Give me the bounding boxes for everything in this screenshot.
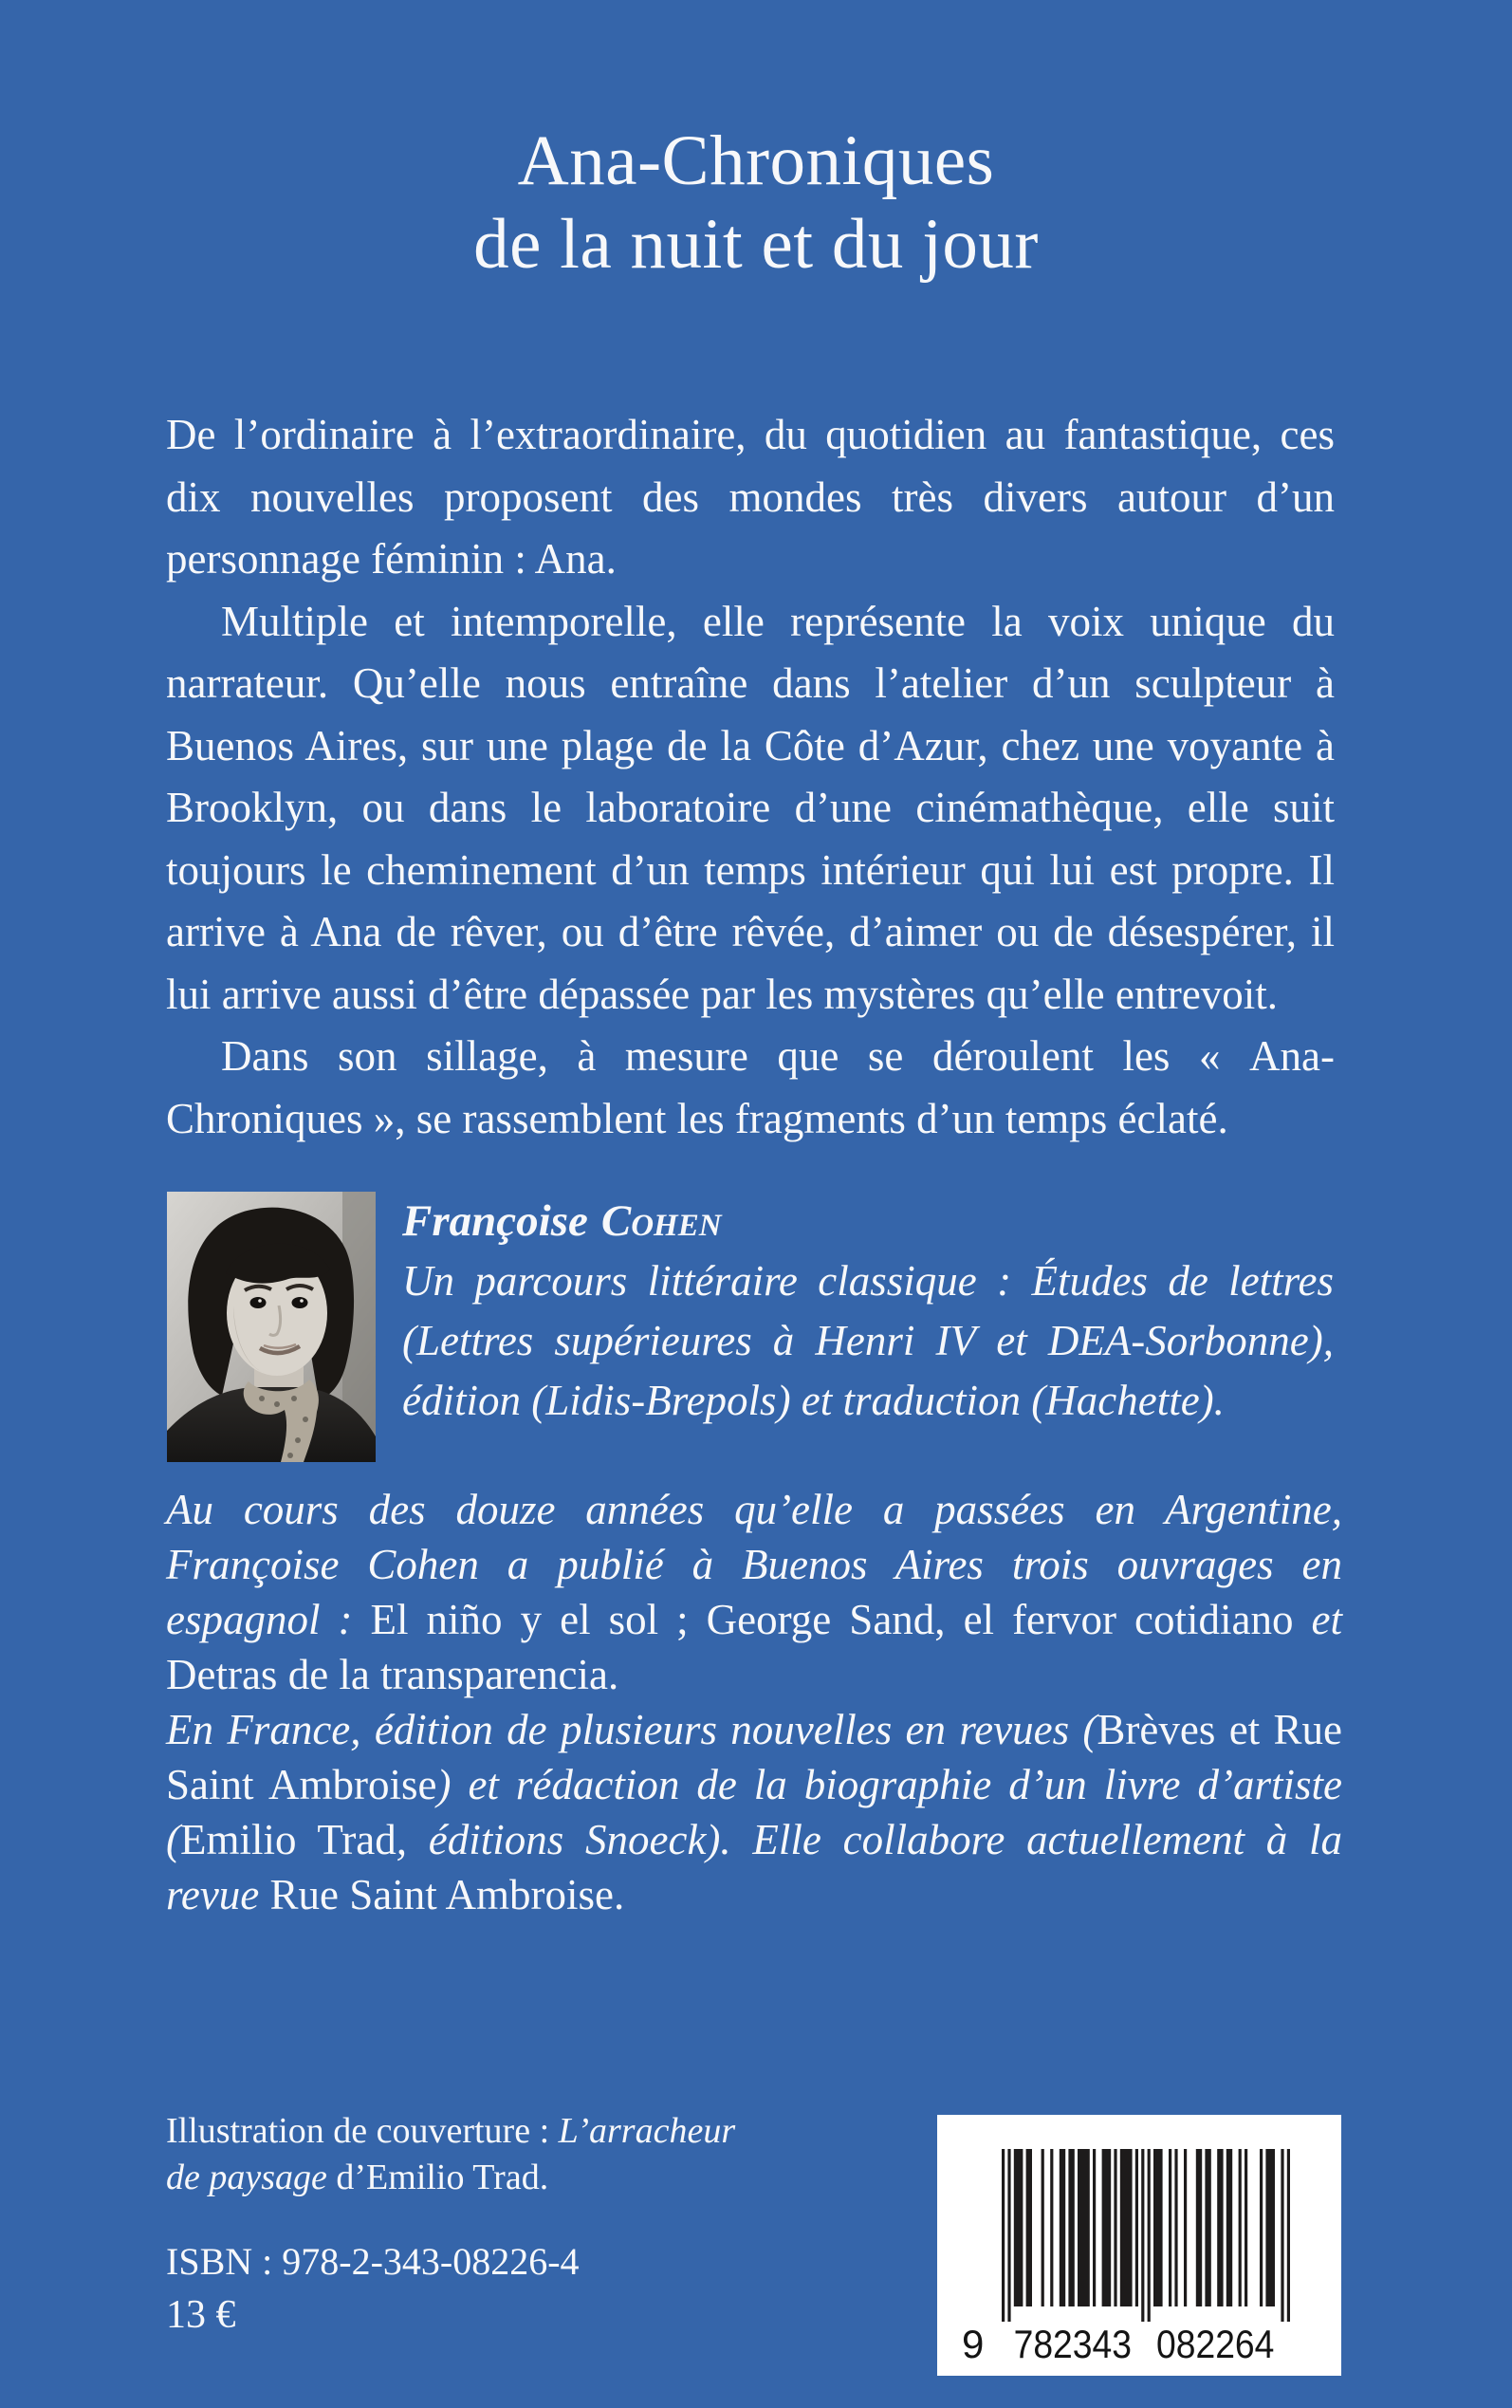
text-segment: ) et rédaction de la biographie d’un livre d’artiste (	[166, 1761, 1342, 1863]
career-paragraph-2	[166, 1702, 1342, 1922]
author-name	[402, 1192, 1334, 1251]
text-segment: Rue Saint Ambroise.	[269, 1871, 625, 1918]
illustration-credit-line1	[166, 2108, 830, 2155]
svg-text:782343: 782343	[1013, 2322, 1132, 2366]
text-segment: En France, édition de plusieurs nouvelles en revues (	[166, 1706, 1097, 1753]
text-segment: , éditions Snoeck). Elle collabore actuellement à la revue	[166, 1816, 1342, 1918]
book-title-line2: de la nuit et du jour	[473, 205, 1039, 284]
author-section	[167, 1192, 1334, 1462]
text-segment: L’arracheur	[558, 2111, 736, 2151]
author-photo	[167, 1192, 376, 1462]
book-title-line1: Ana-Chroniques	[517, 121, 995, 200]
text-segment: Au cours des douze années qu’elle a passées en Argentine, Françoise Cohen a publié à Buenos Aires trois ouvrages en espagnol :	[166, 1486, 1342, 1643]
text-segment: de paysage	[166, 2158, 327, 2197]
author-last-name: Cohen	[600, 1196, 722, 1246]
text-segment: Detras de la transparencia.	[166, 1651, 619, 1698]
isbn-label: ISBN : 978-2-343-08226-4	[166, 2240, 580, 2283]
career-paragraph-1	[166, 1482, 1342, 1702]
text-segment: Brèves et Rue Saint Ambroise	[166, 1706, 1342, 1808]
price-label: 13 €	[166, 2293, 236, 2337]
synopsis-paragraph-2: Multiple et intemporelle, elle représente la voix unique du narrateur. Qu’elle nous entraîne dans l’atelier d’un sculpteur à Buenos Aires, sur une plage de la Côte d’Azur, chez une voyante à Brooklyn, ou dans le laboratoire d’une cinémathèque, elle suit toujours le cheminement d’un temps intérieur qui lui est propre. Il arrive à Ana de rêver, ou d’être rêvée, d’aimer ou de désespérer, il lui arrive aussi d’être dépassée par les mystères qu’elle entrevoit.	[166, 597, 1335, 1018]
author-text	[402, 1192, 1334, 1431]
barcode	[937, 2115, 1341, 2376]
text-segment: et	[1311, 1596, 1342, 1643]
synopsis-paragraph-3: Dans son sillage, à mesure que se déroulent les « Ana-Chroniques », se rassemblent les fragments d’un temps éclaté.	[166, 1032, 1335, 1142]
book-title	[0, 120, 1512, 287]
text-segment: El niño y el sol ; George Sand, el fervor cotidiano	[370, 1596, 1312, 1643]
svg-text:082264: 082264	[1156, 2322, 1275, 2366]
illustration-credit	[166, 2108, 830, 2201]
author-first-name: Françoise	[402, 1196, 588, 1246]
synopsis-paragraph-1: De l’ordinaire à l’extraordinaire, du quotidien au fantastique, ces dix nouvelles proposent des mondes très divers autour d’un personnage féminin : Ana.	[166, 411, 1335, 583]
author-bio: Un parcours littéraire classique : Études de lettres (Lettres supérieures à Henri IV et DEA-Sorbonne), édition (Lidis-Brepols) et traduction (Hachette).	[402, 1257, 1334, 1424]
career-section	[166, 1482, 1342, 1922]
text-segment: d’Emilio Trad.	[326, 2158, 549, 2197]
illustration-credit-line2	[166, 2155, 830, 2201]
synopsis	[166, 404, 1335, 1150]
svg-text:9: 9	[962, 2322, 985, 2366]
text-segment: Illustration de couverture :	[166, 2111, 559, 2151]
text-segment: Emilio Trad	[180, 1816, 396, 1863]
